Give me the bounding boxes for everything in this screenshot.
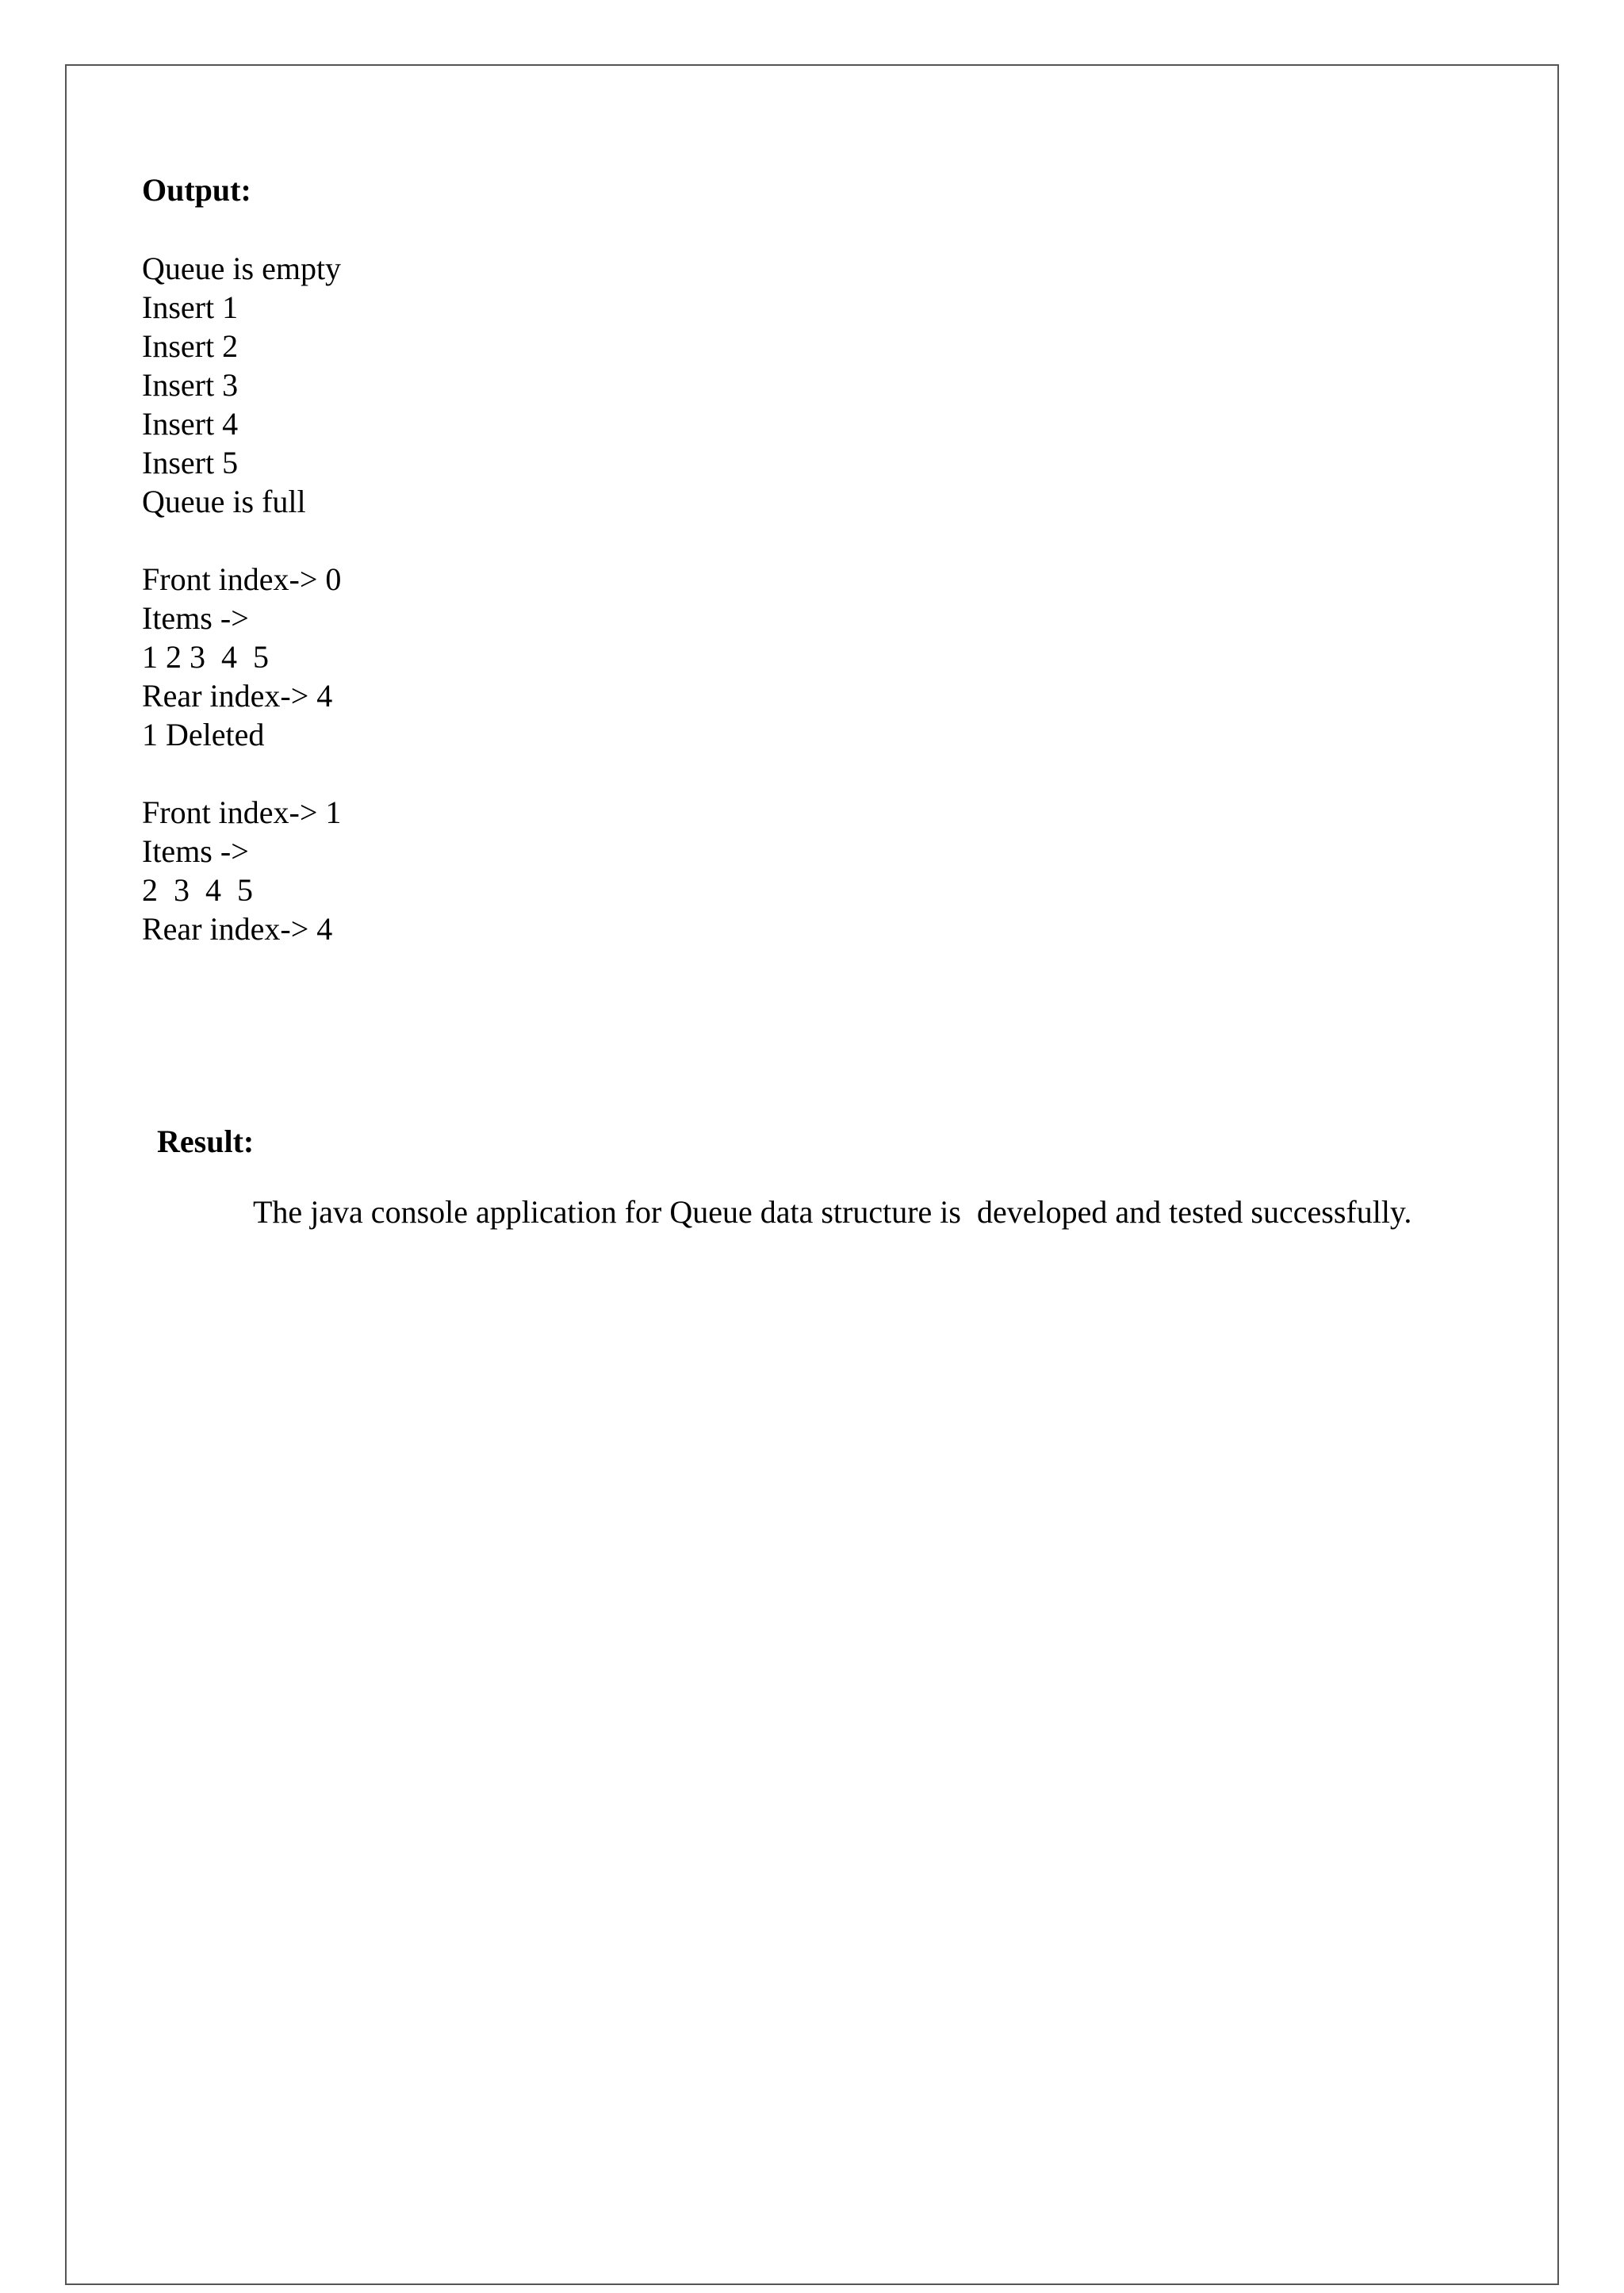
output-line: 1 Deleted [142, 717, 265, 752]
output-heading: Output: [142, 172, 251, 208]
output-line: Front index-> 1 [142, 794, 342, 830]
output-line: Rear index-> 4 [142, 911, 333, 947]
output-line: Insert 2 [142, 328, 239, 364]
result-heading: Result: [157, 1124, 255, 1159]
output-line: Insert 1 [142, 289, 239, 325]
output-line: Rear index-> 4 [142, 678, 333, 714]
output-line: Queue is full [142, 484, 306, 519]
output-block [142, 249, 341, 948]
output-line [142, 521, 341, 560]
output-line: Insert 4 [142, 406, 239, 442]
output-line: Insert 3 [142, 367, 239, 403]
output-line: Items -> [142, 833, 249, 869]
output-line [142, 754, 341, 793]
output-line: 2 3 4 5 [142, 872, 253, 908]
result-text: The java console application for Queue data structure is developed and tested successfully. [253, 1194, 1412, 1230]
output-line: Queue is empty [142, 251, 342, 286]
output-line: 1 2 3 4 5 [142, 639, 269, 675]
output-line: Insert 5 [142, 445, 239, 480]
output-line: Items -> [142, 600, 249, 636]
output-line: Front index-> 0 [142, 561, 342, 597]
